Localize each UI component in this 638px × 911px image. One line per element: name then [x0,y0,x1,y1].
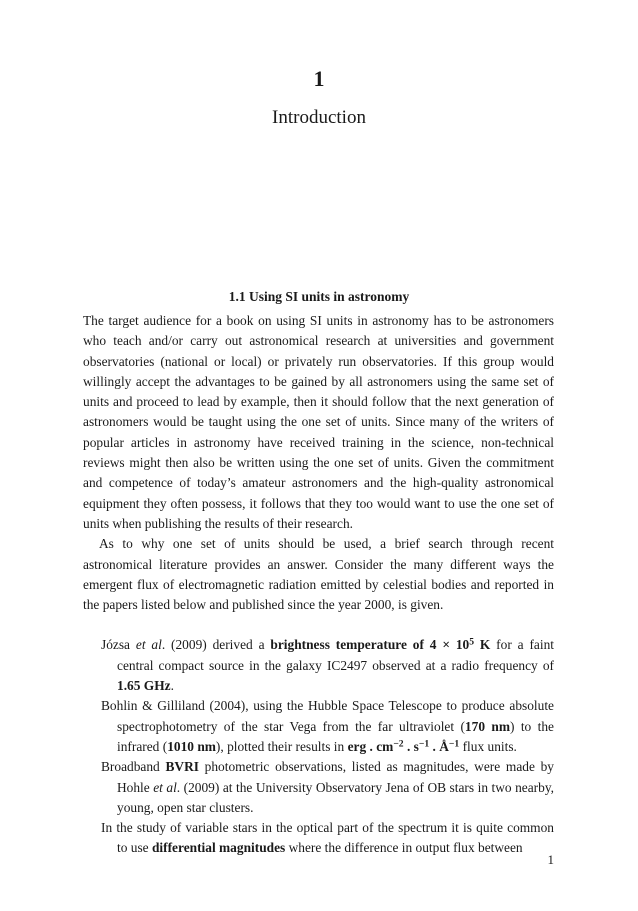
reference-list [83,635,554,858]
ref-text: . (2009) at the University Observatory Jena of OB stars in two nearby, young, open star clusters. [117,779,554,815]
paragraph-2: As to why one set of units should be used, a brief search through recent astronomical literature provides an answer. Consider the many different ways the emergent flux of electromagnetic radiation emitted by celestial bodies and reported in the papers listed below and published since the year 2000, is given. [83,536,554,613]
ref-text: . [170,678,174,694]
ref-emphasis: 1010 nm [167,738,216,754]
section-heading: 1.1 Using SI units in astronomy [228,289,410,304]
reference-bohlin [83,696,554,757]
paragraph-1: The target audience for a book on using SI units in astronomy has to be astronomers who teach and/or carry out astronomical research at universities and government observatories (national or local) or privately run observatories. If this group would willingly accept the advantages to be gained by all astronomers using the same set of units and proceed to lead by example, then it should follow that the next generation of astronomers would be taught using the one set of units. Since many of the writers of popular articles in astronomy have received training in the science, non-technical reviews might then also be written using the one set of units. Given the commitment and competence of today’s amateur astronomers and the high-quality astronomical equipment they often possess, it follows that they too would want to use the one set of units when publishing the results of their research. [83,313,554,531]
page-number: 1 [547,852,554,867]
chapter-title: Introduction [272,107,366,128]
ref-text: Broadband [101,759,166,775]
ref-etal: et al [153,779,177,795]
chapter-number: 1 [313,66,325,91]
reference-jozsa [83,635,554,696]
ref-emphasis: BVRI [165,759,199,775]
ref-text: Bohlin & Gilliland (2004), using the Hubble Space Telescope to produce absolute spectrophotometry of the star Vega from the far ultraviolet ( [101,698,554,734]
ref-text: . (2009) derived a [161,637,271,653]
ref-emphasis: 1.65 GHz [117,678,171,694]
ref-emphasis: differential magnitudes [151,840,286,856]
ref-text: Józsa [101,637,136,653]
ref-emphasis: 170 nm [464,718,510,734]
ref-text: photometric observations, listed as magnitudes, were made by Hohle [117,759,554,795]
ref-text: for a faint central compact source in the galaxy IC2497 observed at a radio frequency of [117,637,554,673]
ref-emphasis: brightness temperature of $4 \times 10^5$ K [270,637,491,653]
ref-text: flux units. [459,738,517,754]
ref-flux-units: erg . $cm^{-2}$ . $s^{-1}$ . $Å^{-1}$ [347,738,460,754]
ref-text: In the study of variable stars in the optical part of the spectrum it is quite common to use [101,820,554,856]
ref-text: where the difference in output flux between [285,840,523,856]
reference-variable-stars [83,818,554,859]
reference-hohle [83,757,554,818]
ref-text: ), plotted their results in [215,738,348,754]
ref-etal: et al [135,637,162,653]
body-text [83,311,554,859]
ref-text: ) to the infrared ( [117,718,554,754]
